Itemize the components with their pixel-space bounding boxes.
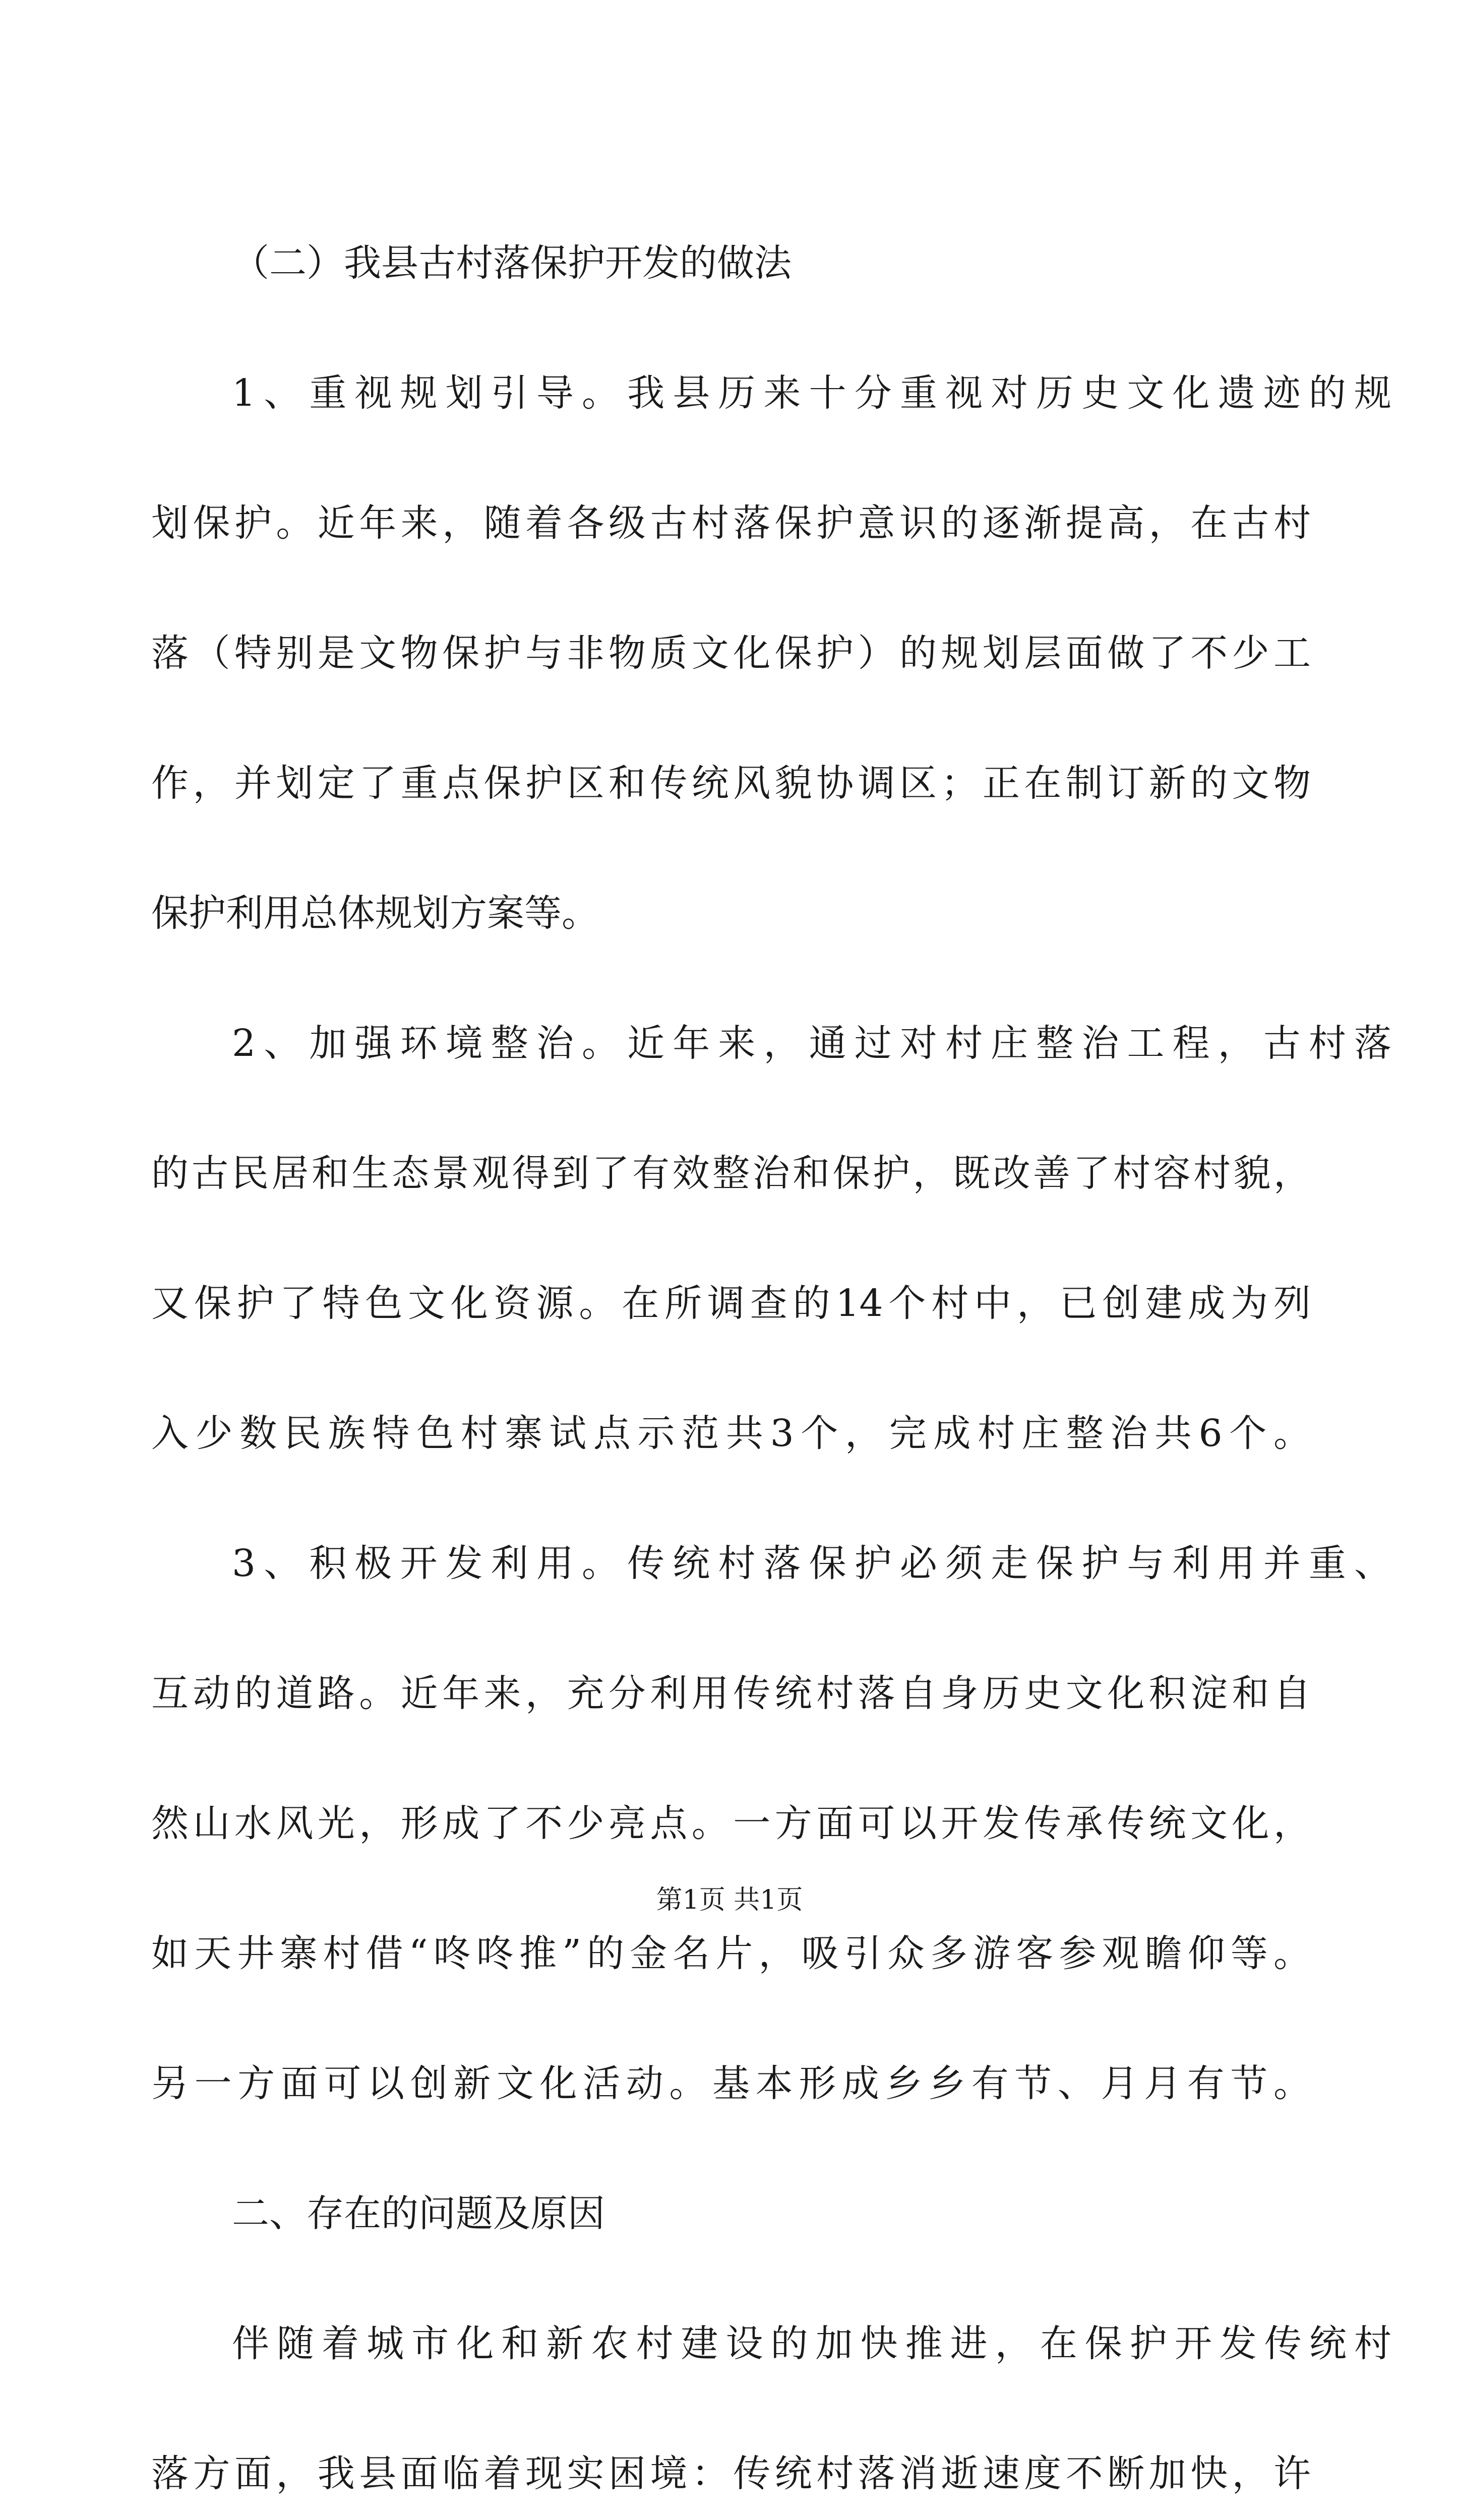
- paragraph-line: 入少数民族特色村寨试点示范共3个，完成村庄整治共6个。: [151, 1412, 1311, 1455]
- paragraph-line: 作，并划定了重点保护区和传统风貌协调区；正在制订新的文物: [151, 762, 1311, 805]
- paragraph-line: 互动的道路。近年来，充分利用传统村落自身历史文化积淀和自: [151, 1672, 1311, 1715]
- section-heading: （二）我县古村落保护开发的做法: [232, 241, 792, 285]
- paragraph-line: 又保护了特色文化资源。在所调查的14个村中，已创建成为列: [151, 1282, 1311, 1325]
- paragraph-line: 然山水风光，形成了不少亮点。一方面可以开发传承传统文化，: [151, 1802, 1311, 1845]
- paragraph-line: 2、加强环境整治。近年来，通过对村庄整治工程，古村落: [232, 1022, 1391, 1065]
- paragraph-line: 划保护。近年来，随着各级古村落保护意识的逐渐提高，在古村: [151, 501, 1311, 545]
- paragraph-line: 伴随着城市化和新农村建设的加快推进，在保护开发传统村: [232, 2322, 1391, 2365]
- page-footer: 第1页 共1页: [656, 1885, 803, 1915]
- paragraph-line: 落（特别是文物保护与非物质文化保护）的规划层面做了不少工: [151, 632, 1311, 675]
- paragraph-line: 1、重视规划引导。我县历来十分重视对历史文化遗迹的规: [232, 371, 1391, 415]
- paragraph-line: 保护利用总体规划方案等。: [151, 892, 599, 935]
- section-heading: 二、存在的问题及原因: [232, 2192, 605, 2235]
- paragraph-line: 如天井寨村借“咚咚推”的金名片，吸引众多游客参观瞻仰等。: [151, 1932, 1311, 1975]
- paragraph-line: 另一方面可以创新文化活动。基本形成乡乡有节、月月有节。: [151, 2062, 1311, 2105]
- paragraph-line: 3、积极开发利用。传统村落保护必须走保护与利用并重、: [232, 1542, 1391, 1585]
- paragraph-line: 落方面，我县面临着现实困境：传统村落消逝速度不断加快，许: [151, 2452, 1311, 2495]
- paragraph-line: 的古民居和生态景观得到了有效整治和保护，既改善了村容村貌，: [151, 1152, 1311, 1195]
